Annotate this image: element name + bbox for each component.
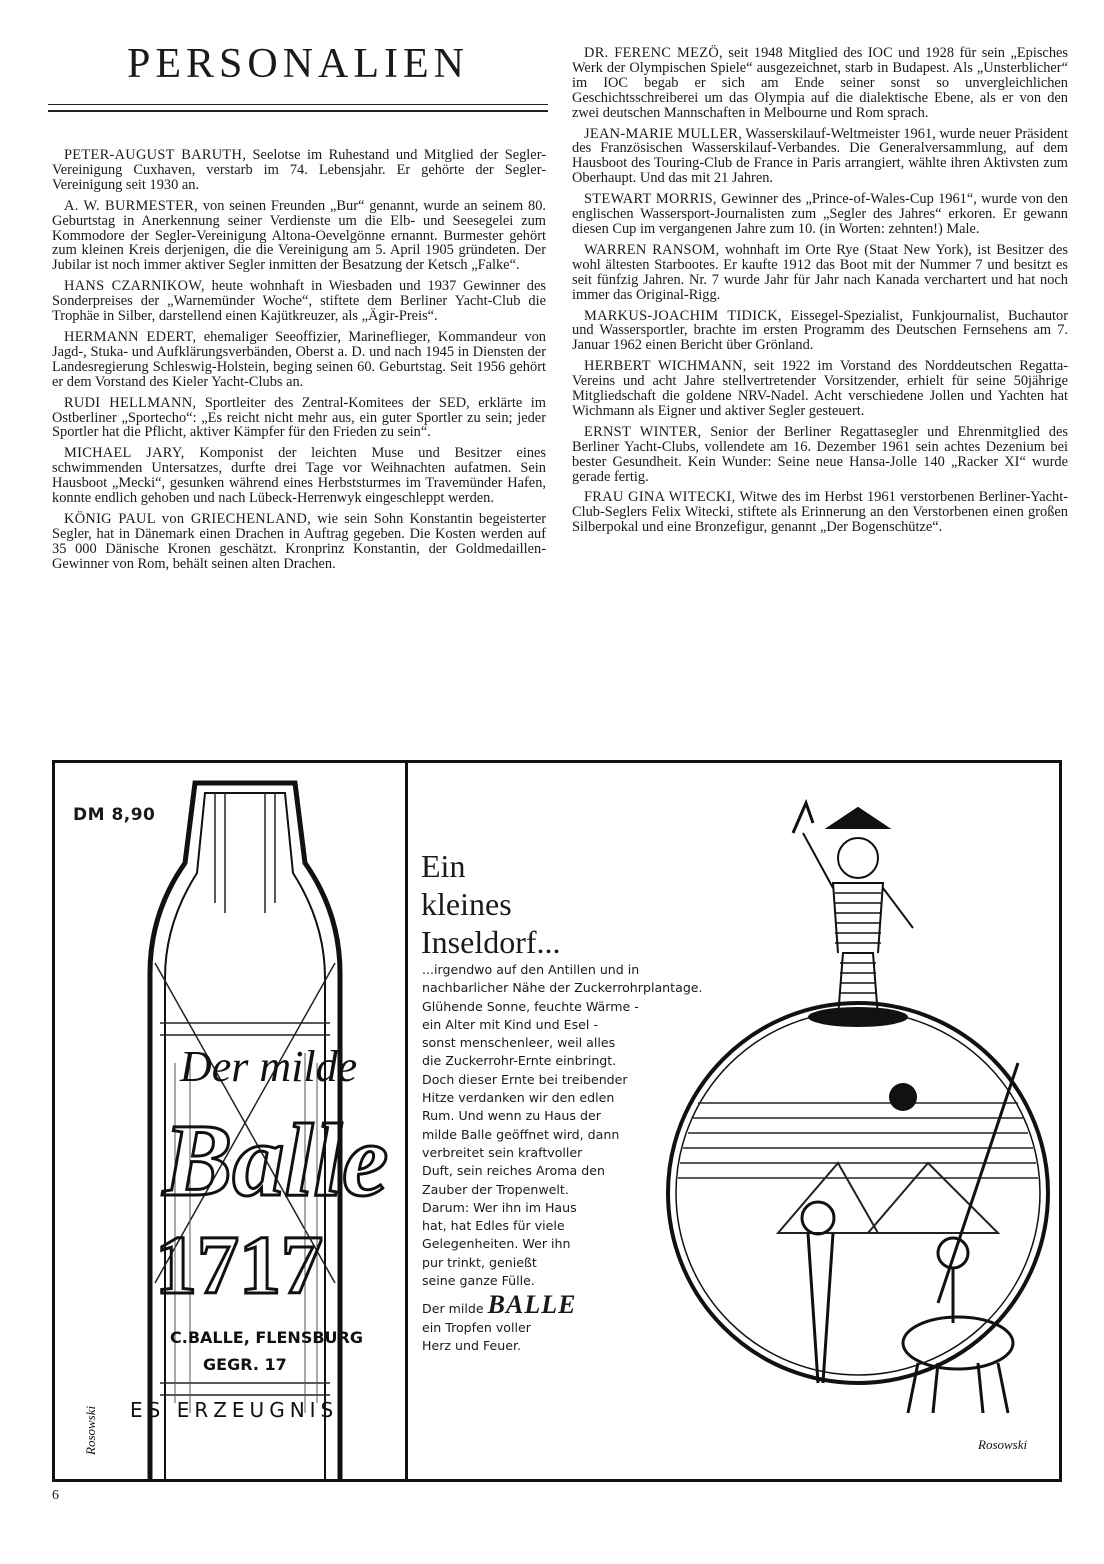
- rum-bottle-illustration: [55, 763, 405, 1479]
- ad-body-line: seine ganze Fülle.: [422, 1273, 535, 1289]
- ad-body-line: milde Balle geöffnet wird, dann: [422, 1126, 620, 1142]
- ad-body-line: Duft, sein reiches Aroma den: [422, 1163, 605, 1179]
- ad-body-line: die Zuckerrohr-Ernte einbringt.: [422, 1053, 617, 1069]
- ad-tagline: [422, 1290, 682, 1320]
- ad-body-line: sonst menschenleer, weil alles: [422, 1035, 616, 1051]
- label-script: Der milde: [180, 1042, 358, 1091]
- ad-body-line: Darum: Wer ihn im Haus: [422, 1199, 577, 1215]
- entry-morris: STEWART MORRIS, Gewinner des „Prince-of-Wales-Cup 1961“, wurde von den englischen Wassersport-Journalisten zum „Segler des Jahres“ erkoren. Er gewann diesen Cup im vergangenen Jahre zum 10. (in Worten: zehnten!) Male.: [572, 191, 1068, 237]
- ad-body-line: pur trinkt, genießt: [422, 1254, 537, 1270]
- entry-czarnikow: HANS CZARNIKOW, heute wohnhaft in Wiesbaden und 1937 Gewinner des Sonderpreises der „Warnemünder Woche“, stiftete dem Berliner Yacht-Club die Trophäe in Silber, darstellend einen Kajütkreuzer, als „Ägir-Preis“.: [52, 278, 546, 325]
- ad-body-line: Gelegenheiten. Wer ihn: [422, 1236, 571, 1252]
- entry-hellmann: RUDI HELLMANN, Sportleiter des Zentral-Komitees der SED, erklärte im Ostberliner „Sportecho“: „Es reicht nicht mehr aus, ein guter Sportler zu sein; jeder Sportler hat die Pflicht, aktiver Kämpfer für den Frieden zu sein“.: [52, 394, 546, 441]
- label-company: C.BALLE, FLENSBURG: [170, 1328, 363, 1347]
- tag-line: ein Tropfen voller: [422, 1319, 531, 1335]
- headline-line-2: kleines: [421, 886, 512, 922]
- left-column: [52, 148, 546, 578]
- entry-jary: MICHAEL JARY, Komponist der leichten Muse und Besitzer eines schwimmenden Untersatzes, durfte drei Tage vor Weihnachten aufatmen. Sein Hausboot „Mecki“, gesunken während eines Herbststurmes im Travemünder Hafen, konnte endlich gehoben und nach Lübeck-Herrenwyk eingeschleppt werden.: [52, 445, 546, 507]
- label-bottom: ES ERZEUGNIS: [130, 1398, 339, 1422]
- tag-prefix: Der milde: [422, 1301, 484, 1317]
- ad-body-line: hat, hat Edles für viele: [422, 1218, 565, 1234]
- bottle-signature: Rosowski: [83, 1405, 98, 1455]
- entry-witecki: FRAU GINA WITECKI, Witwe des im Herbst 1961 verstorbenen Berliner-Yacht-Club-Seglers Felix Witecki, stiftete als Erinnerung an den Verstorbenen einen großen Silberpokal und eine Bronzefigur, genannt „Der Bogenschütze“.: [572, 489, 1069, 536]
- ad-body-line: Rum. Und wenn zu Haus der: [422, 1108, 601, 1124]
- entry-winter: ERNST WINTER, Senior der Berliner Regattasegler und Ehrenmitglied des Berliner Yacht-Clubs, vollendete am 16. Dezember 1961 sein achtes Dezenium bei bester Gesundheit. Kein Wunder: Seine neue Hansa-Jolle 140 „Racker XI“ wurde gerade fertig.: [572, 423, 1068, 485]
- ad-body-line: Glühende Sonne, feuchte Wärme -: [422, 998, 639, 1014]
- ad-body-line: verbreitet sein kraftvoller: [422, 1144, 583, 1160]
- entry-wichmann: HERBERT WICHMANN, seit 1922 im Vorstand des Norddeutschen Regatta-Vereins und acht Jahre stellvertretender Vorsitzender, erhielt für seine 50jährige Mitgliedschaft die goldene NRV-Nadel. Acht verschiedene Jollen und Yachten hat Wichmann als Eigner und aktiver Segler gesteuert.: [572, 358, 1068, 419]
- entry-ransom: WARREN RANSOM, wohnhaft im Orte Rye (Staat New York), ist Besitzer des wohl ältesten Starbootes. Er kaufte 1912 das Boot mit der Nummer 7 und besitzt es seit fünfzig Jahren. Nr. 7 wurde Jahr für Jahr nach Kanada verchartert und hat noch immer das Original-Rigg.: [572, 241, 1068, 303]
- entry-baruth: PETER-AUGUST BARUTH, Seelotse im Ruhestand und Mitglied der Segler-Vereinigung Cuxhaven, verstarb im 74. Lebensjahr. Er gehörte der Segler-Vereinigung seit 1930 an.: [52, 147, 546, 193]
- title-rule-double: [48, 110, 548, 112]
- ad-body-text: [422, 961, 703, 1355]
- right-column: [572, 46, 1068, 541]
- entry-koenig-paul: KÖNIG PAUL von GRIECHENLAND, wie sein Sohn Konstantin begeisterter Segler, hat in Dänemark einen Drachen in Auftrag gegeben. Die Kosten werden auf 35 000 Dänische Kronen geschätzt. Kronprinz Konstantin, der Goldmedaillen-Gewinner von Rom, behält seinen alten Drachen.: [52, 510, 546, 572]
- ad-headline: [421, 847, 561, 961]
- headline-line-3: Inseldorf...: [421, 924, 561, 960]
- ad-body-line: Hitze verdanken wir den edlen: [422, 1090, 615, 1106]
- tag-brand: BALLE: [487, 1290, 577, 1320]
- ad-body-line: ein Alter mit Kind und Esel -: [422, 1016, 598, 1032]
- tag-line: Herz und Feuer.: [422, 1337, 522, 1353]
- ad-body-line: ...irgendwo auf den Antillen und in: [422, 962, 640, 977]
- entry-tidick: MARKUS-JOACHIM TIDICK, Eissegel-Spezialist, Funkjournalist, Buchautor und Wassersportler, brachte im ersten Programm des Deutschen Fernsehens am 7. Januar 1962 einen Bericht über Grönland.: [572, 307, 1068, 354]
- label-brand: Balle: [163, 1103, 389, 1218]
- label-year: 1717: [155, 1219, 323, 1312]
- entry-burmester: A. W. BURMESTER, von seinen Freunden „Bur“ genannt, wurde an seinem 80. Geburtstag in Anerkennung seiner Verdienste um die Elb- und Seesegelei zum Kommodore der Segler-Vereinigung Altona-Oevelgönne ernannt. Burmester gehört zum kleinen Kreis derjenigen, die die Vereinigung am 5. April 1905 gründeten. Der Jubilar ist noch immer aktiver Segler inmitten der Besatzung der Ketsch „Falke“.: [52, 197, 546, 274]
- price-label: DM 8,90: [73, 805, 156, 825]
- page-number: 6: [52, 1488, 59, 1503]
- scene-signature: Rosowski: [978, 1437, 1028, 1452]
- page-title: PERSONALIEN: [126, 41, 469, 87]
- entry-muller: JEAN-MARIE MULLER, Wasserskilauf-Weltmeister 1961, wurde neuer Präsident des Französischen Wasserskilauf-Verbandes. Die Generalversammlung, auf dem Hausboot des Touring-Club de France in Paris arrangiert, wählte ihren Aktivsten zum Oberhaupt. Und das mit 21 Jahren.: [572, 125, 1069, 187]
- headline-line-1: Ein: [421, 848, 466, 884]
- ad-body-line: nachbarlicher Nähe der Zuckerrohrplantage.: [422, 980, 703, 996]
- entry-edert: HERMANN EDERT, ehemaliger Seeoffizier, Marineflieger, Kommandeur von Jagd-, Stuka- und Aufklärungsverbänden, Oberst a. D. und nach 1945 in Diensten der Landesregierung Schleswig-Holstein, beging seinen 60. Geburtstag. Seit 1956 gehört er dem Vorstand des Kieler Yacht-Clubs an.: [52, 328, 546, 390]
- ad-body-line: Doch dieser Ernte bei treibender: [422, 1071, 628, 1087]
- balle-advertisement: [52, 760, 1062, 1482]
- ad-body-line: Zauber der Tropenwelt.: [422, 1181, 569, 1197]
- label-founded: GEGR. 17: [203, 1355, 287, 1374]
- title-rule: [48, 104, 548, 105]
- entry-mezoe: DR. FERENC MEZÖ, seit 1948 Mitglied des IOC und 1928 für sein „Episches Werk der Olympischen Spiele“ ausgezeichnet, starb in Budapest. Als „Unsterblicher“ im IOC begab er sich am Ende seiner sonst so unvergleichlichen Geschichtsschreiberei um das Olympia auf die dialektische Ebene, als er von den zwei deutschen Mannschaften in Melbourne und Rom sprach.: [572, 45, 1068, 121]
- sun-icon: [889, 1083, 917, 1111]
